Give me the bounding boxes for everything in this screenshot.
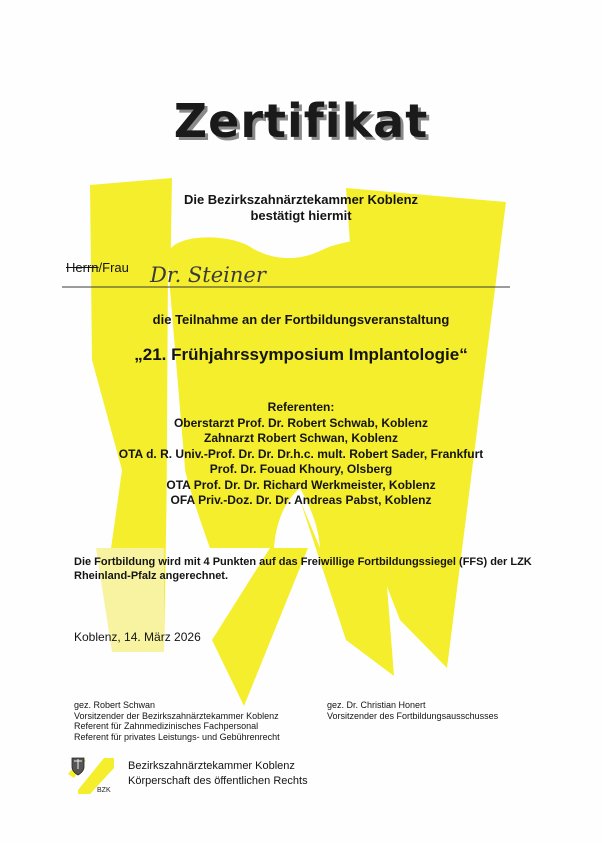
speaker-line: OTA Prof. Dr. Dr. Richard Werkmeister, Koblenz (166, 477, 436, 492)
salutation-line (66, 260, 129, 275)
speaker-line: Oberstarzt Prof. Dr. Robert Schwab, Koblenz (173, 415, 429, 430)
participation-line: die Teilnahme an der Fortbildungsveranstaltung (152, 312, 450, 327)
salutation-separator: / (98, 260, 103, 275)
signer-right-line: Vorsitzender des Fortbildungsausschusses (327, 710, 499, 721)
signer-left-line: Referent für privates Leistungs- und Gebührenrecht (74, 731, 280, 742)
footer-org-name: Bezirkszahnärztekammer Koblenz (128, 760, 295, 772)
salutation-struck: Herrn (66, 260, 99, 275)
signer-left-line: Vorsitzender der Bezirkszahnärztekammer Koblenz (74, 710, 279, 721)
issuer-confirms-line: bestätigt hiermit (250, 208, 352, 223)
issuer-line: Die Bezirkszahnärztekammer Koblenz (183, 192, 419, 207)
signer-left-block (74, 700, 280, 742)
event-title: „21. Frühjahrssymposium Implantologie“ (134, 345, 468, 364)
signer-right-block (327, 700, 498, 721)
recipient-name-handwritten: Dr. Steiner (150, 263, 266, 287)
points-statement-line1: Die Fortbildung wird mit 4 Punkten auf das Freiwillige Fortbildungssiegel (FFS) der LZK (74, 556, 532, 568)
bzk-logo (68, 754, 114, 794)
logo-text: BZK (97, 787, 111, 794)
signer-left-line: Referent für Zahnmedizinisches Fachpersonal (74, 721, 259, 731)
speaker-line: Zahnarzt Robert Schwan, Koblenz (203, 431, 398, 445)
speaker-line: Prof. Dr. Fouad Khoury, Olsberg (209, 462, 393, 476)
certificate-title: Zertifikat (173, 94, 429, 148)
points-statement-line2: Rheinland-Pfalz angerechnet. (74, 570, 229, 582)
speaker-line: OFA Priv.-Doz. Dr. Dr. Andreas Pabst, Koblenz (170, 493, 432, 507)
speakers-heading: Referenten: (267, 400, 335, 414)
salutation-selected: Frau (102, 260, 129, 275)
speakers-block (0, 400, 602, 509)
footer-org-legal: Körperschaft des öffentlichen Rechts (128, 775, 308, 787)
speaker-line: OTA d. R. Univ.-Prof. Dr. Dr. Dr.h.c. mult. Robert Sader, Frankfurt (118, 446, 484, 461)
signer-left-line: gez. Robert Schwan (74, 700, 156, 710)
place-date: Koblenz, 14. März 2026 (74, 630, 201, 644)
signer-right-line: gez. Dr. Christian Honert (327, 700, 426, 710)
